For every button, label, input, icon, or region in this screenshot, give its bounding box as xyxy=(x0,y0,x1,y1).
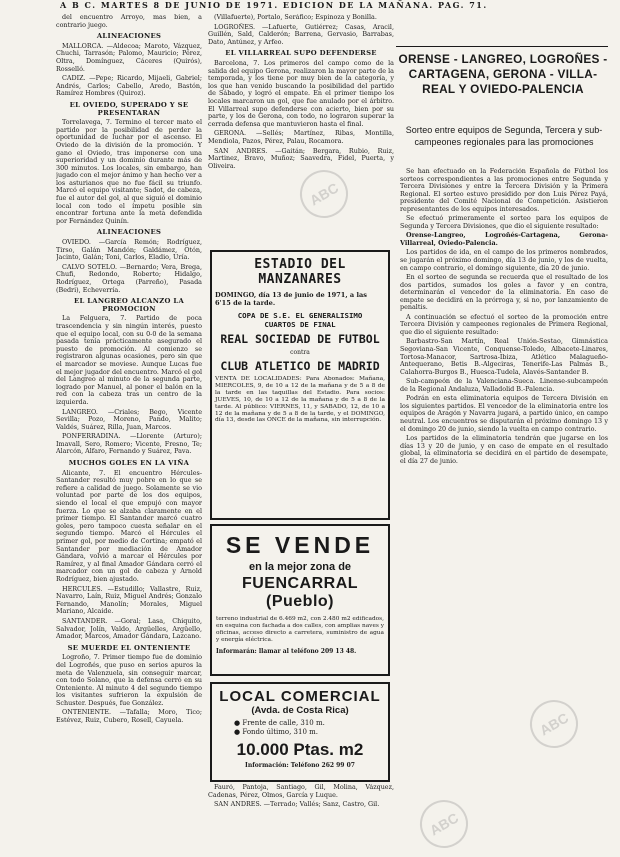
stadium-ad-team2: CLUB ATLETICO DE MADRID xyxy=(220,359,380,373)
col3-p3: Los partidos de ida, en el campo de los primeros nombrados, se jugarán el próximo domingo, día 13 de junio, y los de vuelta, en campo contrario, el domingo siguiente, día 20 de junio. xyxy=(400,248,608,272)
col1-subhead-1: ALINEACIONES xyxy=(96,32,162,41)
col3-p2: Se efectuó primeramente el sorteo para los equipos de Segunda y Tercera Divisiones, que dio el siguiente resultado: xyxy=(400,214,608,230)
col3-p5: A continuación se efectuó el sorteo de la promoción entre Tercera División y campeones regionales de Primera Regional, que dio el siguiente resultado: xyxy=(400,312,608,336)
stadium-ad-body: VENTA DE LOCALIDADES: Para Abonados: Mañana, MIERCOLES, 9, de 10 a 12 de la mañana y de 5 a 8 de la tarde en las taquillas del Estadio. Para socios: JUEVES, 10, de 10 a 12 de la mañana y de 5 a 8 de la tarde. Al público: VIERNES, 11, y SABADO, 12, de 10 a 12 de la mañana y de 5 a 8 de la tarde, y el DOMINGO, día 13, desde las ONCE de la mañana, sin interrupción. xyxy=(215,376,385,424)
col1-subhead-5: MUCHOS GOLES EN LA VIÑA xyxy=(68,459,190,468)
local-ad-line1-text: Frente de calle, 310 m. xyxy=(242,719,325,727)
column-2-top xyxy=(208,14,394,247)
watermark-seal: ABC xyxy=(411,791,477,857)
stadium-ad-team1: REAL SOCIEDAD DE FUTBOL xyxy=(220,332,380,346)
local-ad-line1: ● Frente de calle, 310 m. xyxy=(234,719,325,727)
col3-deck: Sorteo entre equipos de Segunda, Tercera y sub-campeones regionales para las promociones xyxy=(405,125,603,147)
col2-s1-p2: GERONA. —Sellés; Martínez, Ribas, Montilla, Mendiola, Pazos, Pérez, Palau, Rocamora. xyxy=(208,129,394,145)
col2-s1-p1: Barcelona, 7. Los primeros del campo como de la salida del equipo Gerona, realizaron la mayor parte de la temporada, y los tiene por muy bien de la categoría, y los que han venido buscando la posibilidad del partido de Sábado, y logró el empate. En el primer tiempo los locales marcaron un gol, que fue anulado por el árbitro. El Villarreal supo defenderse con acierto, bien por su parte, y los de Gerona, con todo, no lograron superar la cerrada defensa que mantuvieron hasta el final. xyxy=(208,58,394,128)
col1-s3-p1: OVIEDO. —García Remón; Rodríguez, Tirso, Galán Mandón; Galdámez, Otón, Jacinto, Galán; Toni, Carlos, Eladio, Uría. xyxy=(56,238,202,262)
col1-subhead-4: EL LANGREO ALCANZO LA PROMOCION xyxy=(73,297,185,313)
col1-s4-p2: LANGREO. —Criales; Bego, Vicente Sevilla; Pozo, Moreno, Pando, Malito; Valdés, Suárez, Rilla, Juan, Marcos. xyxy=(56,407,202,431)
col2-subhead-1: EL VILLARREAL SUPO DEFENDERSE xyxy=(225,49,377,58)
local-ad-title: LOCAL COMERCIAL xyxy=(219,688,381,705)
page-header: A B C. MARTES 8 DE JUNIO DE 1971. EDICION DE LA MAÑANA. PAG. 71. xyxy=(60,0,488,10)
col1-s1-p1: MALLORCA. —Aldecoa; Maroto, Vázquez, Chuchi, Tarrasón; Palomo, Mauricio; Pérez, Oltra, Domínguez, Cáceres (Quirós), Rosselló. xyxy=(56,41,202,73)
local-ad-address: (Avda. de Costa Rica) xyxy=(251,705,349,716)
col3-p7: Podrán en esta eliminatoria equipos de Tercera División en los siguientes partidos. El vencedor de la eliminatoria entre los equipos de Aragón y Navarra jugará, a partido único, en campo neutral. Los encuentros se disputarán el próximo domingo 13 y el domingo 20 de junio, siendo la vuelta en campo contrario. xyxy=(400,394,608,433)
col1-s5-p2: HERCULES. —Estudillo; Vallastre, Ruiz, Navarro, Laín, Ruiz, Miguel Andrés; Gonzalo Fernando, Manolín; Morales, Miguel Mariano, Alcaide. xyxy=(56,584,202,616)
col1-s1-p2: CADIZ. —Pepe; Ricardo, Mijaeli, Gabriel; Andrés, Carlos; Cabello, Aredo, Bastón, Ramírez Hombres (Quiroz). xyxy=(56,74,202,98)
col3-pairs2: Barbastro-San Martín, Real Unión-Sestao, Gimnástica Segoviana-San Vicente, Conquense-Toledo, Albacete-Linares, Tortosa-Manacor, Sartrosa-Ibiza, Atlético Malagueño-Antequerano, Betis B.-Algeciras, Tenerife-Las Palmas B., Calahorra-Burgos B., Huesca-Tudela, Alavés-Santander B. xyxy=(400,337,608,376)
stadium-ad-title: ESTADIO DEL MANZANARES xyxy=(254,257,346,287)
col1-s4-p3: PONFERRADINA. —Llorente (Arturo); Imavall, Sero, Romero; Vicente, Fresno, Te; Alarcón, Alfaro, Fernando y Suárez, Pava. xyxy=(56,432,202,456)
stadium-ad xyxy=(210,250,390,520)
sale-ad-body: terreno industrial de 6.469 m2, con 2.480 m2 edificados, en esquina con fachada a dos calles, con amplias naves y oficinas, acceso directo a carretera, suministro de agua y energía eléctrica. xyxy=(216,616,384,643)
local-ad-line2: ● Fondo último, 310 m. xyxy=(234,728,319,736)
col1-s3-p2: CALVO SOTELO. —Bernardo; Vera, Brega, Chufi, Redondo, Roberto; Hidalgo, Rodríguez, Ortega (Parreño), Pasada (Bedri), Echeverría. xyxy=(56,262,202,294)
column-1 xyxy=(56,14,202,844)
col1-s2-p1: Torrelavega, 7. Termino el tercer mato el partido por la posibilidad de perder la oportunidad de luchar por el ascenso. El Oviedo de la división de la promoción. Y gano el Oviedo, tras imponerse con una superioridad y un dominio durante más de 300 minutos. Los locales, sin embargo, han jugado con el mejor ánimo y han hecho ver a los asturianos que no fue fácil su triunfo. Marcó el equipo visitante; Sadot, de cabeza, fue el autor del gol, al que siguió el dominio local con todo el ímpetu posible sin encontrar fortuna ante la meta defendida por Fernández Quinín. xyxy=(56,118,202,225)
sale-ad-place: FUENCARRAL (Pueblo) xyxy=(241,575,359,610)
col1-subhead-3: ALINEACIONES xyxy=(96,228,162,237)
col2-s1-p3: SAN ANDRES. —Gaitán; Bergara, Rubio, Ruiz, Martinez, Bravo, Muñoz; Saavedra, Fidel, Puerta, y Oliveira. xyxy=(208,146,394,170)
local-ad-info: Información: Teléfono 262 99 07 xyxy=(245,762,355,769)
local-ad-price: 10.000 Ptas. m2 xyxy=(236,740,364,759)
col3-pairs1: Orense-Langreo, Logroñés-Cartagena, Gerona-Villarreal, Oviedo-Palencia. xyxy=(400,231,608,247)
stadium-ad-date: DOMINGO, día 13 de junio de 1971, a las 6'15 de la tarde. xyxy=(215,291,367,307)
col1-s6-p2: ONTENIENTE. —Tafalla; Moro, Tico; Estévez, Ruiz, Cubero, Rosell, Cayuela. xyxy=(56,708,202,725)
col1-intro: del encuentro Arroyo, mas bien, a contrario juego. xyxy=(56,14,202,29)
stadium-ad-cup: COPA DE S.E. EL GENERALISIMO xyxy=(237,311,363,320)
col2-top-p1: (Villafuerte), Portalo, Seráfico; Espinoza y Bonilla. xyxy=(214,14,377,21)
sale-ad xyxy=(210,524,390,676)
headline-rule xyxy=(396,46,608,47)
local-ad xyxy=(210,682,390,782)
column-2-bottom xyxy=(208,784,394,844)
col1-s4-p1: La Felguera, 7. Partido de poca trascendencia y sin ningún interés, puesto que el equipo local, con su 0-0 de la semana pasada tenía prácticamente asegurado el puesto de promoción. Al comienzo se registraron algunas ocasiones, pero sin que el marcador se moviese. Aunque Lucas fue el mejor jugador del encuentro. Marcó el gol del Langreo al minuto de la segunda parte, logrado por Manuel, al poner el balón en la red con la cabeza tras un centro de la izquierda. xyxy=(56,314,202,406)
stadium-ad-round: CUARTOS DE FINAL xyxy=(264,320,336,329)
stadium-ad-contra: contra xyxy=(290,349,310,356)
local-ad-line2-text: Fondo último, 310 m. xyxy=(242,728,319,736)
col2-top-p2: LOGROÑES. —Lafuerte, Gutiérrez; Casas, Aracil, Guillén, Sald, Calderón; Barrena, Gervasio, Barrabas, Dato, Antúnez, y Arfeo. xyxy=(208,22,394,46)
col1-s5-p1: Alicante, 7. El encuentro Hércules-Santander resultó muy pobre en lo que se refiere a calidad de juego. Solamente se vio voluntad por parte de los dos equipos, siendo el local el que empujó con mayor fuerza. Lo que se alzaba claramente en el primer tiempo. El Santander marcó cuatro goles, pero tampoco cuesta señalar en el segundo tiempo. Marcó el Hércules el primer gol, por medio de Cortina; empató el Santander por mediación de Amador Gándara, volvió a marcar el Hércules por Ramírez, y al final Amador Gándara cerró el marcador con un gol de cabeza y Arnold Rodríguez, bien ajustado. xyxy=(56,468,202,583)
watermark-seal: ABC xyxy=(291,161,357,227)
col1-subhead-6: SE MUERDE EL ONTENIENTE xyxy=(67,643,191,652)
col1-s6-p1: Logroño, 7. Primer tiempo fue de dominio del Logroñés, que puso en serios apuros la meta de Valenzuela, sin conseguir marcar, con todo Solano, que la defensa cerró en su Onteniente. Al minuto 4 del segundo tiempo los visitantes sufrieron la expulsión de Schuster. Después, fue González. xyxy=(56,653,202,707)
col2b-p2: SAN ANDRES. —Terrado; Vallés; Sanz, Castro, Gil. xyxy=(214,800,380,809)
col2b-p1: Fauró, Pantoja, Santiago, Gil, Molina, Vázquez, Cadenas, Pérez, Olmos, García y Luque. xyxy=(208,784,394,799)
col3-p4: En el sorteo de segunda se recuerda que el resultado de los dos partidos, sumados los goles a favor y en contra, determinarán el vencedor de la eliminatoria. En caso de empate se decidirá en la prórroga y, si no, por lanzamiento de penaltis. xyxy=(400,273,608,312)
column-3-body xyxy=(400,168,608,848)
sale-ad-title: SE VENDE xyxy=(225,532,375,558)
sale-ad-zone: en la mejor zona de xyxy=(248,561,352,573)
col3-headline: ORENSE - LANGREO, LOGROÑES - CARTAGENA, GERONA - VILLA-REAL Y OVIEDO-PALENCIA xyxy=(398,52,608,96)
col3-p1: Se han efectuado en la Federación Española de Fútbol los sorteos correspondientes a las promociones entre Segunda y Tercera Divisiones y entre la Tercera División y la Primera Regional. El sorteo estuvo presidido por don Luis Pérez Payá, presidente del Comité Nacional de Competición. Asistieron representantes de los equipos interesados. xyxy=(400,168,608,213)
col3-p6: Sub-campeón de la Valenciana-Sueca. Linense-subcampeón de la Regional Andaluza, Valladolid B.-Palencia. xyxy=(400,377,608,393)
col3-p8: Los partidos de la eliminatoria tendrán que jugarse en los días 13 y 20 de junio, y en caso de empate en el resultado global, la eliminatoria se decidirá en el partido de desempate, el día 27 de junio. xyxy=(400,434,608,465)
sale-ad-phone: Informarán: llamar al teléfono 209 13 48. xyxy=(216,647,357,655)
watermark-seal: ABC xyxy=(521,691,587,757)
col1-s5-p3: SANTANDER. —Goral; Lasa, Chiquito, Salvador, Jolín, Valdo, Argüelles, Argüello, Amador, Marcos, Amador Gándara, Lazcano. xyxy=(56,616,202,641)
col1-subhead-2: EL OVIEDO, SUPERADO Y SE PRESENTARAN xyxy=(69,100,189,117)
